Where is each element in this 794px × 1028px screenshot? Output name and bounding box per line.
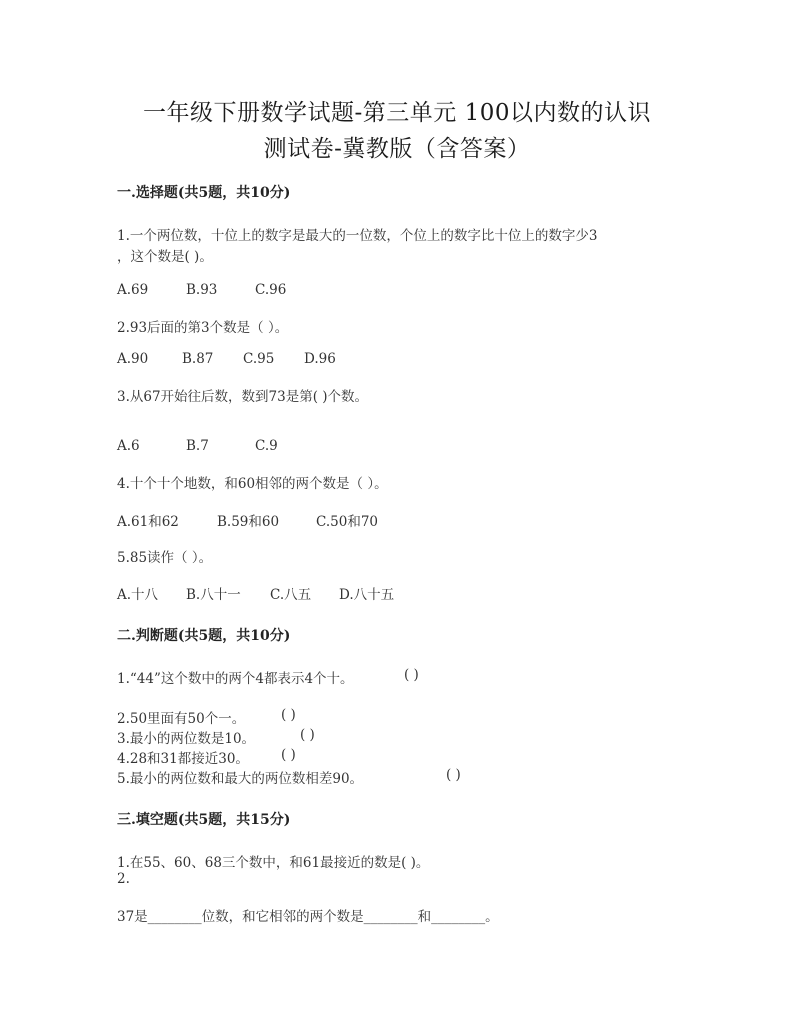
q5-option-d: D.八十五 <box>339 587 395 603</box>
judgement-item-4: 4.28和31都接近30。 <box>117 751 249 767</box>
judgement-item-2-blank: ( ) <box>281 707 296 723</box>
document-title-line1: 一年级下册数学试题-第三单元 100以内数的认识 <box>143 100 651 126</box>
q5-option-a: A.十八 <box>117 587 159 603</box>
fill-question-1: 1.在55、60、68三个数中，和61最接近的数是( )。 <box>117 855 430 871</box>
q3-option-a: A.6 <box>117 438 140 454</box>
question-2: 2.93后面的第3个数是（ ）。 <box>117 320 289 336</box>
q4-option-a: A.61和62 <box>117 514 179 530</box>
section-heading-judgement: 二.判断题(共5题，共10分) <box>117 628 291 644</box>
judgement-item-5-blank: ( ) <box>446 767 461 783</box>
q4-option-b: B.59和60 <box>217 514 280 530</box>
q5-option-c: C.八五 <box>270 587 312 603</box>
fill-question-2-text: 37是________位数，和它相邻的两个数是________和________。 <box>117 909 499 925</box>
q2-option-c: C.95 <box>243 351 275 367</box>
question-3: 3.从67开始往后数，数到73是第( )个数。 <box>117 389 369 405</box>
question-4: 4.十个十个地数，和60相邻的两个数是（ ）。 <box>117 476 388 492</box>
judgement-item-3-blank: ( ) <box>300 727 315 743</box>
document-title-line2: 测试卷-冀教版（含答案） <box>263 136 531 162</box>
q5-option-b: B.八十一 <box>186 587 241 603</box>
q3-option-b: B.7 <box>186 438 209 454</box>
section-heading-choice: 一.选择题(共5题，共10分) <box>117 185 291 201</box>
section-heading-fill-blank: 三.填空题(共5题，共15分) <box>117 812 291 828</box>
q4-option-c: C.50和70 <box>316 514 378 530</box>
question-1-line1: 1.一个两位数，十位上的数字是最大的一位数，个位上的数字比十位上的数字少3 <box>117 228 598 244</box>
judgement-item-3: 3.最小的两位数是10。 <box>117 731 256 747</box>
q1-option-a: A.69 <box>117 282 149 298</box>
judgement-item-5: 5.最小的两位数和最大的两位数相差90。 <box>117 771 364 787</box>
q1-option-b: B.93 <box>186 282 218 298</box>
q2-option-b: B.87 <box>182 351 214 367</box>
question-1-line2: ，这个数是( )。 <box>117 249 213 265</box>
judgement-item-4-blank: ( ) <box>281 747 296 763</box>
q3-option-c: C.9 <box>255 438 278 454</box>
q2-option-a: A.90 <box>117 351 149 367</box>
fill-question-2-number: 2. <box>117 871 130 887</box>
judgement-item-2: 2.50里面有50个一。 <box>117 711 246 727</box>
question-5: 5.85读作（ ）。 <box>117 550 213 566</box>
q1-option-c: C.96 <box>255 282 287 298</box>
judgement-item-1-blank: ( ) <box>404 667 419 683</box>
judgement-item-1: 1.“44”这个数中的两个4都表示4个十。 <box>117 671 354 687</box>
q2-option-d: D.96 <box>304 351 336 367</box>
